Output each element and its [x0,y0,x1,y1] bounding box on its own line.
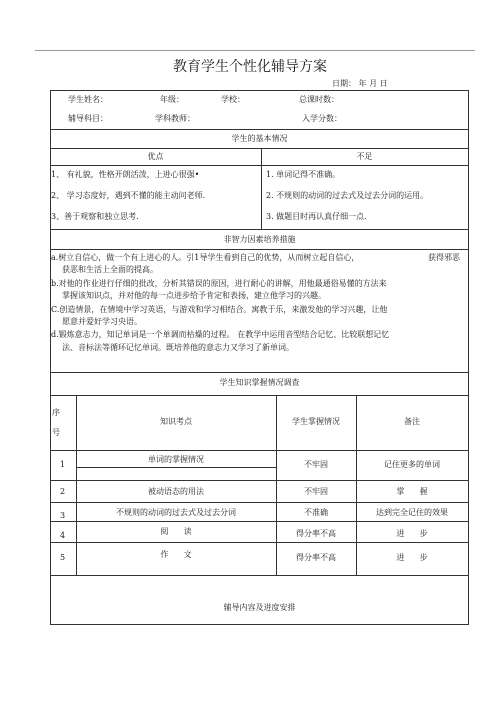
survey-row-divider [50,502,469,503]
basic-header-top [50,148,469,149]
survey-col-point: 知识考点 [160,417,192,426]
basic-section-title: 学生的基本情况 [231,134,288,143]
survey-row-point: 阅 读 [160,527,192,536]
entrance-score-label: 入学分数： [302,114,342,123]
survey-row-divider [50,521,469,522]
survey-row-mastery: 不牢固 [304,487,328,496]
survey-row-index: 1 [60,460,66,469]
survey-section-top [50,372,469,373]
weakness-item: 1. 单词记得不准确。 [266,170,341,179]
weakness-item: 3. 做题目时再认真仔细一点. [266,212,367,221]
survey-title-bottom [50,395,469,396]
survey-row-index: 3 [60,511,66,520]
measures-title-bottom [50,249,469,250]
weaknesses-header: 不足 [356,152,373,161]
survey-row-divider [50,542,469,543]
student-name-label: 学生姓名： [68,95,108,104]
survey-col-mastery: 学生掌握情况 [292,417,340,426]
survey-row-point: 被动语态的用法 [148,487,204,496]
survey-section-title: 学生知识掌握情况调查 [219,378,300,387]
teacher-label: 学科教师： [155,114,195,123]
survey-row-mastery: 不牢固 [304,460,328,469]
table-right-border [468,90,469,625]
measure-line: 获恶和生活上全面的提高。 [62,265,158,274]
school-label: 学校： [221,95,245,104]
strength-item: 3、善于观察和独立思考. [51,212,139,221]
survey-row-note: 记住更多的单词 [384,460,440,469]
survey-row-mastery: 不准确 [304,508,328,517]
measure-line: b.对他的作业进行仔细的批改，分析其错误的原因，进行耐心的讲解，用他最通俗易懂的方法来 [51,279,387,288]
weakness-item: 2. 不规则的动词的过去式及过去分词的运用。 [266,191,429,200]
strengths-header: 优点 [147,152,164,161]
basic-section-top [50,129,469,130]
table-bottom-border [50,624,469,625]
date-label: 日期： 年 月 日 [332,79,388,88]
top-rule [35,50,475,51]
measure-line: d.锻炼意志力，知记单词是一个单调而枯燥的过程。 在教学中运用音型结合记忆、比较联想记忆 [51,330,390,339]
survey-row-index: 5 [60,553,66,562]
survey-row-mastery: 得分率不高 [296,553,336,562]
survey-row-note: 达到完全记住的效果 [376,508,448,517]
survey-row-note: 进 步 [396,553,428,562]
total-hours-label: 总课时数： [299,95,339,104]
grade-label: 年级： [160,95,184,104]
page-title: 教育学生个性化辅导方案 [173,59,327,75]
measure-line: C.创造情景，在情境中学习英语，与游戏和学习相结合。寓教于乐，来激发他的学习兴趣，让他 [51,305,388,314]
measures-section-title: 非智力因素培养措施 [223,235,296,244]
measure-line: 掌握该知识点，并对他的每一点进步给予肯定和表扬，建立他学习的兴趣。 [62,291,326,300]
survey-row-index: 2 [60,487,66,496]
survey-row-point: 不规则的动词的过去式及过去分词 [116,508,236,517]
survey-col-index: 号 [52,428,60,437]
measure-line: a.树立自信心，做一个有上进心的人。引1导学生看到自己的优势，从而树立起自信心， [51,253,360,262]
survey-col-index: 序 [52,408,60,417]
subject-label: 辅导科目： [68,114,108,123]
survey-row-index: 4 [60,531,66,540]
survey-row-note: 掌 握 [396,487,428,496]
measure-line: 获得邪恶 [428,253,460,262]
strength-item: 2、 学习态度好，遇到不懂的能主动问老师. [51,191,206,200]
footer-section-title: 辅导内容及进度安排 [223,603,296,612]
measures-section-top [50,229,469,230]
survey-bottom-border [50,575,469,576]
measure-line: 愿意并爱好学习央语。 [62,317,142,326]
strength-item: 1、 有礼貌，性格开朗活泼，上进心很强• [51,170,200,179]
survey-row-point: 作 文 [160,550,192,559]
survey-col-note: 备注 [404,417,420,426]
measure-line: 法、音标法等循环记忆单词。既培养他的意志力又学习了新单词。 [62,343,294,352]
survey-row1-inner-line [76,467,276,468]
survey-row-point: 单词的掌握情况 [148,455,204,464]
survey-row-note: 进 步 [396,529,428,538]
survey-header-bottom [50,450,469,451]
survey-row-divider [50,480,469,481]
survey-row-mastery: 得分率不高 [296,529,336,538]
basic-header-bottom [50,165,469,166]
table-top-border [50,90,469,91]
